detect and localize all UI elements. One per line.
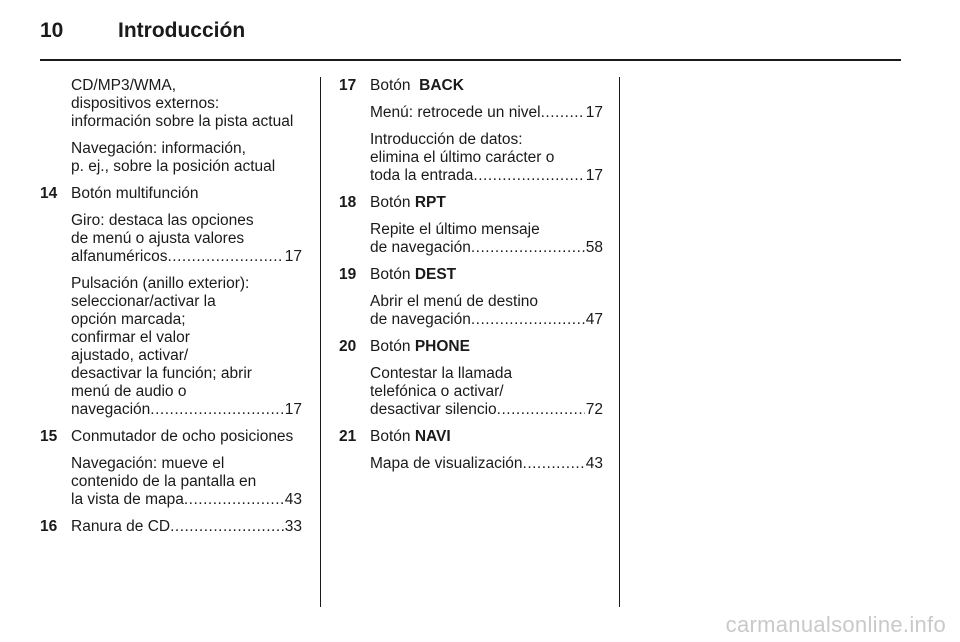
item-16 <box>40 518 302 536</box>
text-line: de menú o ajusta valores <box>71 230 245 247</box>
text-line: Navegación: información, <box>71 140 246 157</box>
text-line: Abrir el menú de destino <box>370 293 539 310</box>
text-line: Navegación: mueve el <box>71 455 225 472</box>
toc-leader: de navegación ..... 58 <box>370 239 603 257</box>
page-ref: 58 <box>585 239 603 256</box>
item-17 <box>339 77 603 185</box>
toc-leader: Ranura de CD ..... 33 <box>71 518 302 536</box>
text-line: p. ej., sobre la posición actual <box>71 158 276 175</box>
item-paragraph <box>370 293 603 329</box>
item-label: Botón PHONE <box>370 338 470 355</box>
header-rule <box>40 59 901 61</box>
item-label: Botón RPT <box>370 194 446 211</box>
item-number: 17 <box>339 77 357 94</box>
page-ref: 43 <box>585 455 603 472</box>
column-divider-left <box>320 77 321 607</box>
item-paragraph <box>370 104 603 122</box>
middle-column <box>339 77 603 482</box>
toc-leader: alfanuméricos ..... 17 <box>71 248 302 266</box>
text-line: opción marcada; <box>71 311 186 328</box>
text-line: telefónica o activar/ <box>370 383 504 400</box>
item-label: Botón BACK <box>370 77 464 94</box>
item-number: 18 <box>339 194 357 211</box>
item-18 <box>339 194 603 257</box>
toc-leader: Mapa de visualización ..... 43 <box>370 455 603 473</box>
text-line: seleccionar/activar la <box>71 293 216 310</box>
item-label: Botón DEST <box>370 266 457 283</box>
text-line: ajustado, activar/ <box>71 347 189 364</box>
item-number: 20 <box>339 338 357 355</box>
item-20 <box>339 338 603 419</box>
column-divider-right <box>619 77 620 607</box>
page-ref: 17 <box>585 167 603 184</box>
toc-leader: navegación ..... 17 <box>71 401 302 419</box>
text-line: elimina el último carácter o <box>370 149 555 166</box>
item-number: 19 <box>339 266 357 283</box>
item-14 <box>40 185 302 419</box>
text-line: Introducción de datos: <box>370 131 523 148</box>
item-number: 14 <box>40 185 58 202</box>
intro-block <box>40 77 302 176</box>
text-line: contenido de la pantalla en <box>71 473 257 490</box>
toc-leader: toda la entrada ..... 17 <box>370 167 603 185</box>
item-paragraph <box>370 221 603 257</box>
text-line: Repite el último mensaje <box>370 221 540 238</box>
text-line: Contestar la llamada <box>370 365 513 382</box>
page-ref: 43 <box>284 491 302 508</box>
item-number: 15 <box>40 428 58 445</box>
item-paragraph <box>370 131 603 185</box>
intro-paragraph <box>71 77 302 131</box>
page-title: Introducción <box>118 19 246 42</box>
item-paragraph <box>71 455 302 509</box>
item-paragraph <box>370 455 603 473</box>
text-line: CD/MP3/WMA, <box>71 77 177 94</box>
left-column <box>40 77 302 536</box>
item-label: Conmutador de ocho posiciones <box>71 428 294 445</box>
page-ref: 17 <box>284 248 302 265</box>
item-paragraph <box>71 212 302 266</box>
text-line: información sobre la pista actual <box>71 113 294 130</box>
toc-leader: desactivar silencio ..... 72 <box>370 401 603 419</box>
item-label: Botón multifunción <box>71 185 199 202</box>
text-line: dispositivos externos: <box>71 95 220 112</box>
toc-leader: la vista de mapa ..... 43 <box>71 491 302 509</box>
item-paragraph <box>370 365 603 419</box>
text-line: desactivar la función; abrir <box>71 365 252 382</box>
watermark-text: carmanualsonline.info <box>725 612 946 637</box>
page-ref: 72 <box>585 401 603 418</box>
page-ref: 33 <box>284 518 302 535</box>
text-line: confirmar el valor <box>71 329 190 346</box>
page-number: 10 <box>40 19 64 42</box>
page-header <box>40 19 900 59</box>
page-ref: 47 <box>585 311 603 328</box>
item-label: Botón NAVI <box>370 428 451 445</box>
text-line: Pulsación (anillo exterior): <box>71 275 250 292</box>
item-number: 16 <box>40 518 58 535</box>
page-ref: 17 <box>585 104 603 121</box>
page-ref: 17 <box>284 401 302 418</box>
item-21 <box>339 428 603 473</box>
item-15 <box>40 428 302 509</box>
intro-paragraph <box>71 140 302 176</box>
text-line: menú de audio o <box>71 383 187 400</box>
item-19 <box>339 266 603 329</box>
item-paragraph <box>71 275 302 419</box>
toc-leader: Menú: retrocede un nivel ..... 17 <box>370 104 603 122</box>
text-line: Giro: destaca las opciones <box>71 212 254 229</box>
toc-leader: de navegación ..... 47 <box>370 311 603 329</box>
item-number: 21 <box>339 428 357 445</box>
